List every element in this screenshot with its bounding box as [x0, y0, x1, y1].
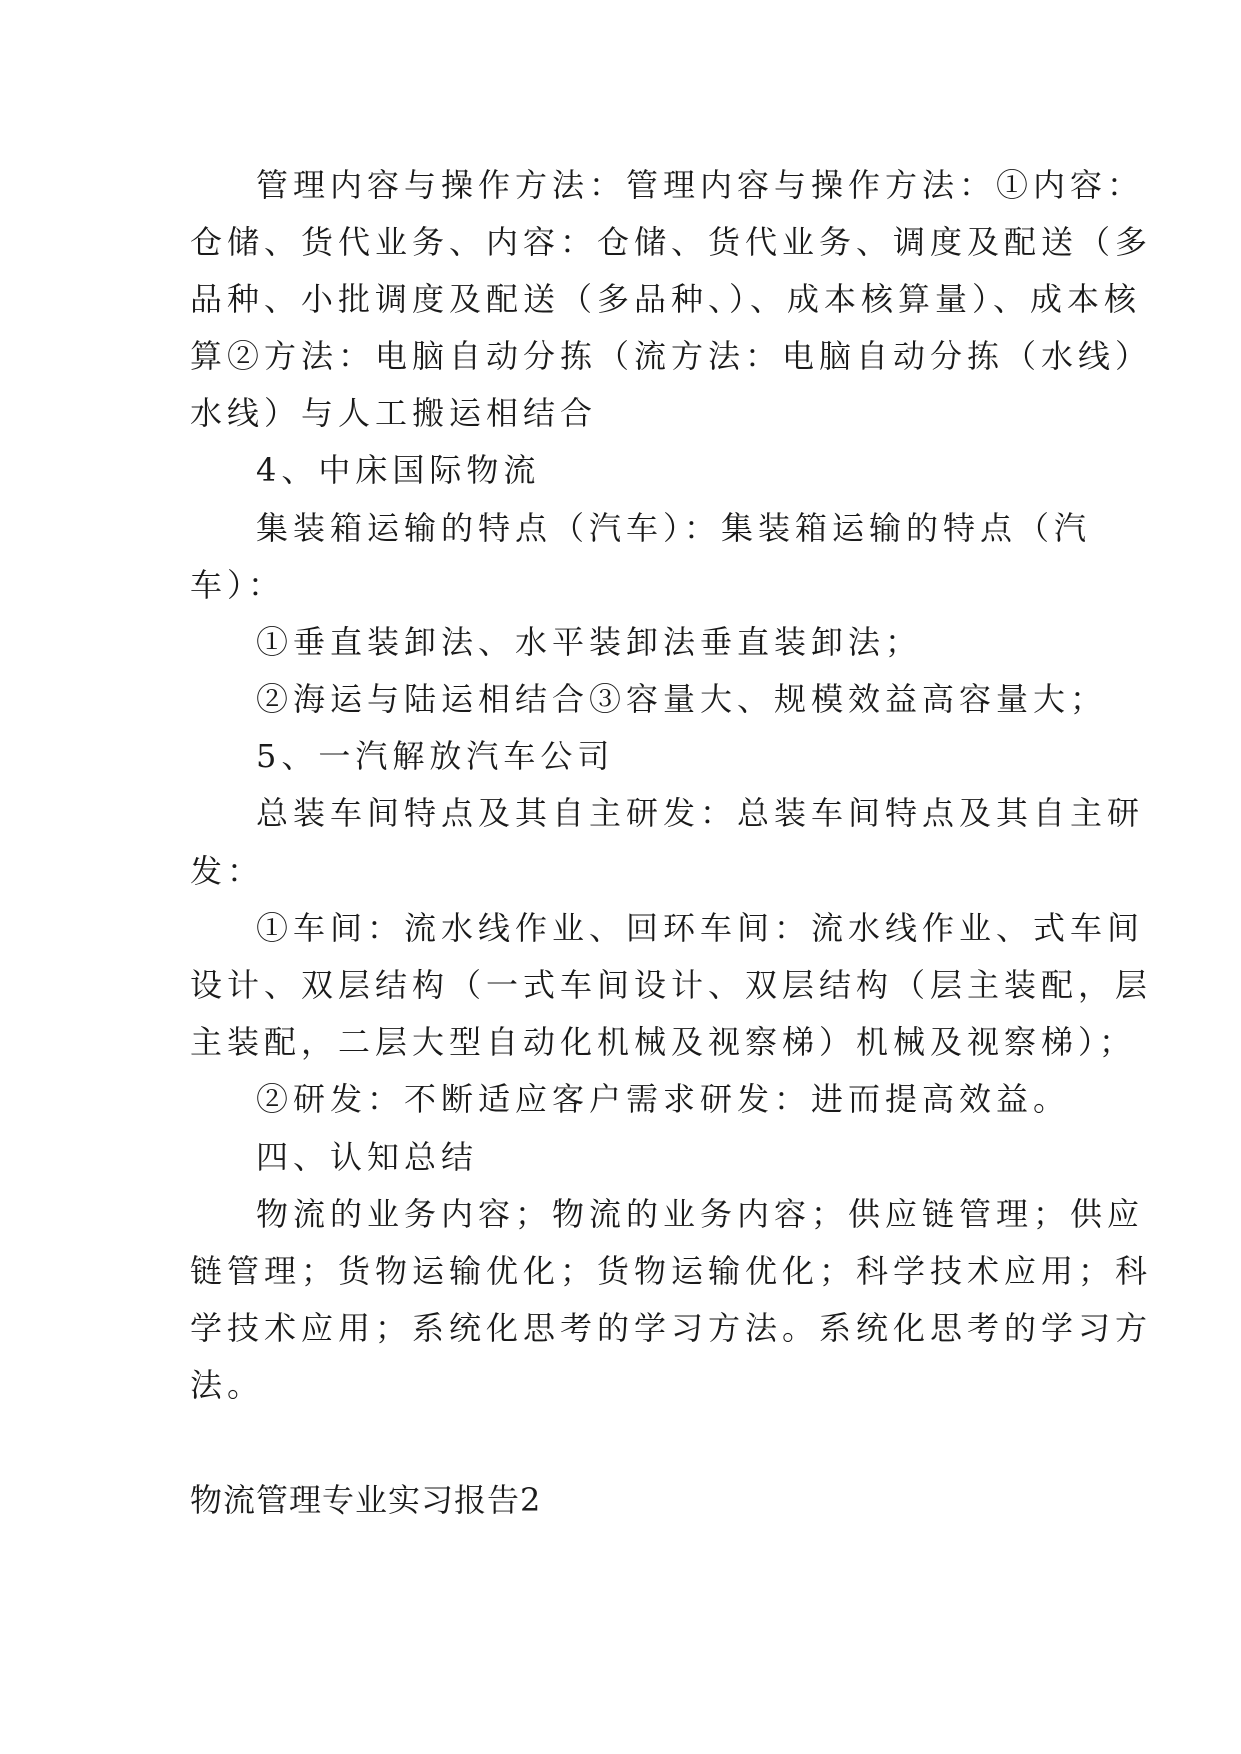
paragraph-line: 品种、小批调度及配送（多品种、）、成本核算量）、成本核 — [190, 280, 1142, 318]
paragraph-line: 车）： — [190, 566, 286, 604]
paragraph-line: 发： — [190, 852, 265, 890]
section-heading: 4、中床国际物流 — [256, 451, 541, 489]
paragraph-line: 学技术应用；系统化思考的学习方法。系统化思考的学习方 — [190, 1309, 1153, 1347]
paragraph-line: ①车间：流水线作业、回环车间：流水线作业、式车间 — [256, 909, 1145, 947]
paragraph-line: 主装配，二层大型自动化机械及视察梯）机械及视察梯）； — [190, 1023, 1137, 1061]
paragraph-line: 集装箱运输的特点（汽车）：集装箱运输的特点（汽 — [256, 509, 1092, 547]
paragraph-line: 链管理；货物运输优化；货物运输优化；科学技术应用；科 — [190, 1252, 1153, 1290]
paragraph-line: 总装车间特点及其自主研发：总装车间特点及其自主研 — [256, 794, 1145, 832]
report-title: 物流管理专业实习报告2 — [190, 1481, 542, 1519]
paragraph-line: 水线）与人工搬运相结合 — [190, 394, 598, 432]
paragraph-line: ①垂直装卸法、水平装卸法垂直装卸法； — [256, 623, 923, 661]
section-heading: 5、一汽解放汽车公司 — [256, 737, 615, 775]
paragraph-line: ②研发：不断适应客户需求研发：进而提高效益。 — [256, 1080, 1071, 1118]
paragraph-line: 法。 — [190, 1366, 265, 1404]
paragraph-line: 设计、双层结构（一式车间设计、双层结构（层主装配，层 — [190, 966, 1153, 1004]
paragraph-line: 物流的业务内容；物流的业务内容；供应链管理；供应 — [256, 1195, 1145, 1233]
section-heading: 四、认知总结 — [256, 1138, 479, 1176]
paragraph-line: ②海运与陆运相结合③容量大、规模效益高容量大； — [256, 680, 1108, 718]
paragraph-line: 仓储、货代业务、内容：仓储、货代业务、调度及配送（多 — [190, 223, 1153, 261]
paragraph-line: 管理内容与操作方法：管理内容与操作方法：①内容： — [256, 166, 1145, 204]
paragraph-line: 算②方法：电脑自动分拣（流方法：电脑自动分拣（水线） — [190, 337, 1153, 375]
